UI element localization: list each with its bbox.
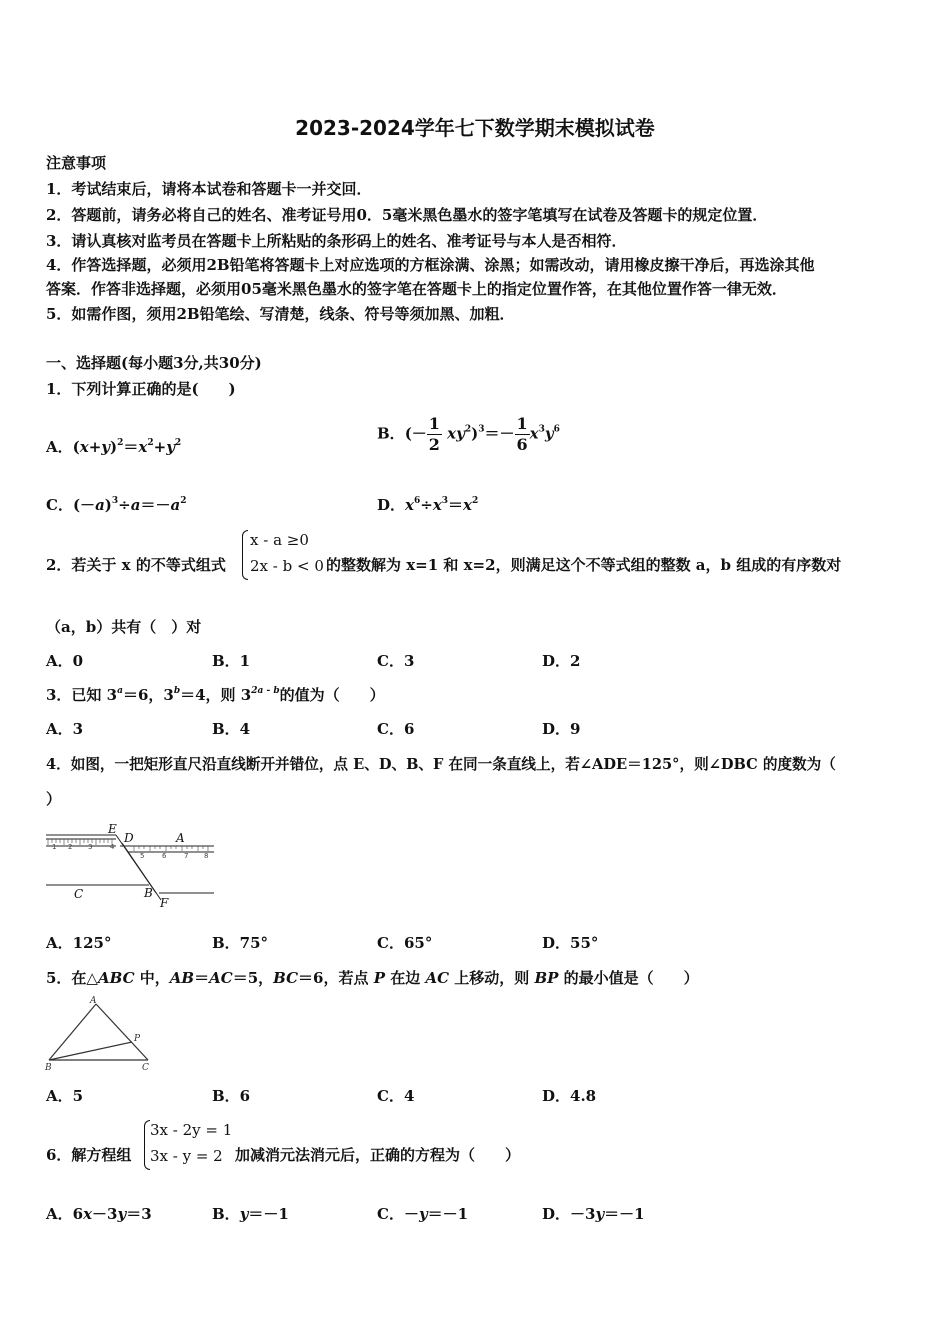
- system-brace: [242, 530, 248, 580]
- point-label: A: [90, 996, 97, 1006]
- triangle-figure: [44, 996, 156, 1072]
- q6-equation-2: 3x - y = 2: [150, 1147, 223, 1165]
- point-label: E: [108, 822, 117, 836]
- option-label: C．: [46, 496, 73, 514]
- fraction-numerator: 1: [428, 414, 440, 433]
- q2-option-a: A．0: [46, 652, 84, 670]
- q5-stem: 5．在△ABC 中，AB＝AC＝5，BC＝6，若点 P 在边 AC 上移动，则 BP 的最小值是（ ）: [46, 969, 699, 987]
- q4-option-a: A．125°: [46, 934, 112, 952]
- q1-option-a: A．$(x+y)^2=x^2+y^2$: [46, 438, 182, 456]
- q6-prefix: 6．解方程组: [46, 1146, 132, 1164]
- q6-suffix: 加减消元法消元后，正确的方程为（ ）: [235, 1146, 521, 1164]
- point-label: D: [124, 831, 134, 845]
- q3-stem: 3．已知 $3^a=6$，$3^b=4$，则 $3^{2a - b}$的值为（ ）: [46, 686, 385, 704]
- q1-option-b: B．(－ $\frac{1}{2}$ $xy^2)^3=-$ $\frac{1}{6}$ $x^3y^6$: [377, 414, 560, 454]
- point-label: F: [160, 896, 169, 910]
- notes-item: 3．请认真核对监考员在答题卡上所粘贴的条形码上的姓名、准考证号与本人是否相符．: [46, 232, 627, 250]
- ruler-tick-label: 1: [52, 843, 57, 851]
- q4-stem: 4．如图，一把矩形直尺沿直线断开并错位，点 E、D、B、F 在同一条直线上，若∠ADE＝125°，则∠DBC 的度数为（: [46, 756, 836, 773]
- point-label: A: [176, 831, 185, 845]
- fraction-numerator: 1: [516, 414, 528, 433]
- option-label: A．: [46, 438, 73, 456]
- ruler-figure: [44, 820, 216, 912]
- q2-inequality-1: x - a ≥0: [250, 531, 309, 549]
- ruler-tick-label: 8: [204, 852, 209, 860]
- q4-option-d: D．55°: [542, 934, 599, 952]
- q6-option-a: A．6x－3y＝3: [46, 1205, 152, 1223]
- notes-item: 5．如需作图，须用2B铅笔绘、写清楚，线条、符号等须加黑、加粗．: [46, 305, 515, 323]
- q5-option-b: B．6: [212, 1087, 251, 1105]
- q4-option-c: C．65°: [377, 934, 433, 952]
- fraction-denominator: 2: [428, 435, 440, 454]
- point-label: B: [144, 886, 153, 900]
- ruler-tick-label: 2: [68, 843, 73, 851]
- point-label: C: [74, 887, 84, 901]
- q3-option-c: C．6: [377, 720, 415, 738]
- point-label: B: [45, 1063, 52, 1072]
- point-label: P: [134, 1034, 141, 1044]
- q5-option-d: D．4.8: [542, 1087, 597, 1105]
- q3-suffix: 的值为（ ）: [279, 686, 385, 704]
- point-label: C: [142, 1063, 149, 1072]
- q2-option-b: B．1: [212, 652, 251, 670]
- ruler-tick-label: 3: [88, 843, 93, 851]
- q4-option-b: B．75°: [212, 934, 269, 952]
- q3-option-b: B．4: [212, 720, 251, 738]
- q2-prefix: 2．若关于 x 的不等式组式: [46, 556, 226, 574]
- ruler-tick-label: 7: [184, 852, 189, 860]
- notes-item: 答案．作答非选择题，必须用05毫米黑色墨水的签字笔在答题卡上的指定位置作答，在其他位置作答一律无效．: [46, 280, 787, 298]
- ruler-tick-label: 4: [110, 843, 115, 851]
- notes-heading: 注意事项: [46, 154, 107, 172]
- q2-option-d: D．2: [542, 652, 581, 670]
- q2-line2: （a，b）共有（ ）对: [46, 618, 202, 636]
- option-label: D．: [377, 496, 406, 514]
- q6-option-c: C．－y＝－1: [377, 1205, 469, 1223]
- notes-item: 1．考试结束后，请将本试卷和答题卡一并交回．: [46, 180, 372, 198]
- q5-option-c: C．4: [377, 1087, 415, 1105]
- q6-equation-1: 3x - 2y = 1: [150, 1121, 233, 1139]
- option-label: B．: [377, 424, 405, 443]
- q2-option-c: C．3: [377, 652, 415, 670]
- fraction-denominator: 6: [516, 435, 528, 454]
- notes-item: 4．作答选择题，必须用2B铅笔将答题卡上对应选项的方框涂满、涂黑；如需改动，请用橡皮擦干净后，再选涂其他: [46, 256, 815, 274]
- q2-inequality-2: 2x - b < 0: [250, 557, 324, 575]
- ruler-tick-label: 5: [140, 852, 145, 860]
- section-heading: 一、选择题(每小题3分,共30分): [46, 354, 262, 372]
- page-title: 2023-2024学年七下数学期末模拟试卷: [295, 116, 655, 140]
- q5-option-a: A．5: [46, 1087, 84, 1105]
- q4-stem-close: ）: [46, 790, 62, 808]
- q6-option-b: B．y＝－1: [212, 1205, 289, 1223]
- q6-option-d: D．－3y＝－1: [542, 1205, 645, 1223]
- q2-suffix: 的整数解为 x=1 和 x=2，则满足这个不等式组的整数 a，b 组成的有序数对: [326, 556, 842, 574]
- q1-stem: 1．下列计算正确的是( ): [46, 380, 236, 398]
- ruler-tick-label: 6: [162, 852, 167, 860]
- notes-item: 2．答题前，请务必将自己的姓名、准考证号用0．5毫米黑色墨水的签字笔填写在试卷及答题卡的规定位置．: [46, 206, 768, 224]
- q1-option-c: C．$(-a)^3\div a=-a^2$: [46, 496, 187, 514]
- q3-option-a: A．3: [46, 720, 84, 738]
- q3-option-d: D．9: [542, 720, 581, 738]
- q1-option-d: D．$x^6\div x^3=x^2$: [377, 496, 479, 514]
